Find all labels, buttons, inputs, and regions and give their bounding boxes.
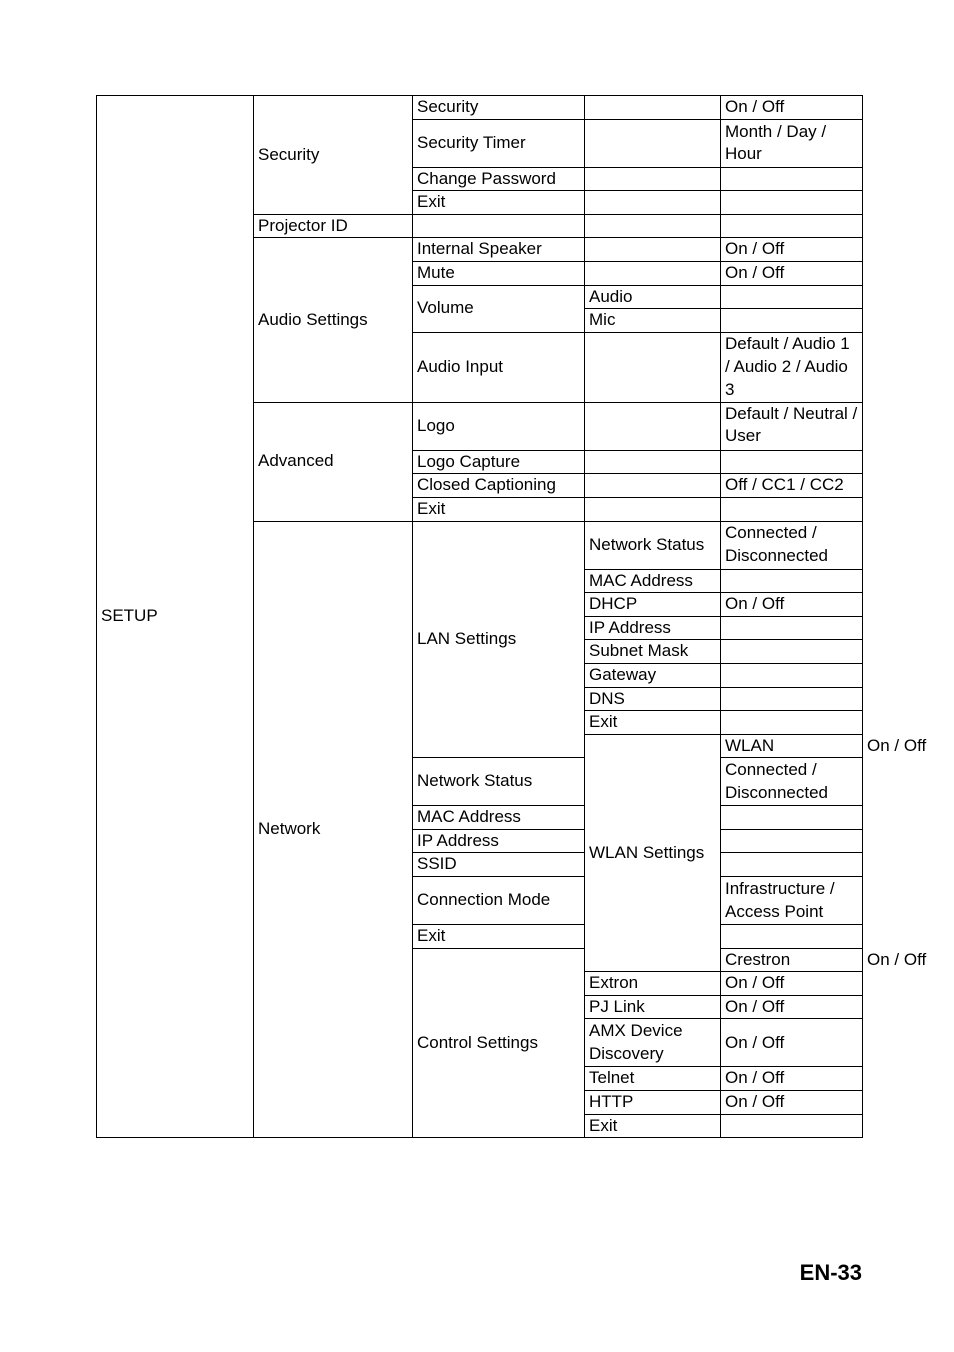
table-cell: Connection Mode [413,877,585,925]
table-cell: Internal Speaker [413,238,585,262]
table-cell: MAC Address [585,569,721,593]
table-cell: Connected / Disconnected [721,521,863,569]
table-cell [721,167,863,191]
table-cell: SETUP [97,96,254,1138]
table-cell: Exit [413,191,585,215]
table-cell [721,450,863,474]
table-cell: Logo Capture [413,450,585,474]
table-cell: HTTP [585,1091,721,1115]
table-cell: Subnet Mask [585,640,721,664]
table-cell [585,214,721,238]
table-cell [585,474,721,498]
table-cell [721,687,863,711]
table-cell: Closed Captioning [413,474,585,498]
table-cell [585,119,721,167]
table-cell: On / Off [721,1019,863,1067]
table-cell: Audio [585,285,721,309]
menu-table-body [97,96,927,1138]
table-cell [585,96,721,120]
table-cell: MAC Address [413,806,585,830]
table-cell: Network [254,521,413,1138]
table-cell: On / Off [721,995,863,1019]
table-cell: DHCP [585,593,721,617]
table-cell: On / Off [721,1091,863,1115]
table-row: Control Settings Crestron On / Off [97,948,863,972]
setup-menu-table [96,95,927,1138]
table-cell [585,261,721,285]
table-cell: Control Settings [413,948,585,1138]
table-cell: Change Password [413,167,585,191]
table-cell: AMX Device Discovery [585,1019,721,1067]
table-cell [721,616,863,640]
table-cell [721,191,863,215]
table-cell: Exit [585,711,721,735]
table-cell: Infrastructure / Access Point [721,877,863,925]
table-cell: Crestron [721,948,863,972]
table-cell: LAN Settings [413,521,585,758]
table-cell [721,925,863,949]
table-cell: Network Status [585,521,721,569]
table-cell: WLAN [721,734,863,758]
table-cell: Mute [413,261,585,285]
table-cell [721,309,863,333]
table-cell [721,806,863,830]
table-cell: Volume [413,285,585,332]
table-cell [585,167,721,191]
table-cell: Month / Day / Hour [721,119,863,167]
table-cell: Exit [413,497,585,521]
table-cell: IP Address [585,616,721,640]
table-cell: WLAN Settings [585,734,721,972]
table-cell: Audio Input [413,332,585,402]
table-cell: Off / CC1 / CC2 [721,474,863,498]
table-cell: Default / Neutral / User [721,402,863,450]
table-cell: Advanced [254,402,413,521]
table-cell: Extron [585,972,721,996]
table-cell [721,569,863,593]
table-cell: Connected / Disconnected [721,758,863,806]
table-cell: Default / Audio 1 / Audio 2 / Audio 3 [721,332,863,402]
table-cell: Security [254,96,413,215]
table-cell: Exit [585,1114,721,1138]
table-cell: DNS [585,687,721,711]
table-cell: Audio Settings [254,238,413,402]
page-number: EN-33 [799,1260,862,1285]
table-cell: SSID [413,853,585,877]
table-cell [721,497,863,521]
table-cell: On / Off [721,972,863,996]
table-cell [721,1114,863,1138]
table-cell [585,402,721,450]
table-cell [721,663,863,687]
table-row: WLAN Settings WLAN On / Off [97,734,863,758]
table-cell: PJ Link [585,995,721,1019]
table-cell: Telnet [585,1067,721,1091]
table-cell: Projector ID [254,214,413,238]
table-cell: On / Off [721,96,863,120]
table-cell [721,853,863,877]
table-cell [585,332,721,402]
table-cell [721,214,863,238]
table-cell [721,711,863,735]
table-cell: Network Status [413,758,585,806]
table-cell [585,238,721,262]
table-cell [721,285,863,309]
table-cell: On / Off [721,261,863,285]
table-cell: Security [413,96,585,120]
table-cell: Gateway [585,663,721,687]
table-cell: Security Timer [413,119,585,167]
table-cell: On / Off [721,593,863,617]
table-cell: Mic [585,309,721,333]
table-cell [585,191,721,215]
table-cell: Exit [413,925,585,949]
table-cell: IP Address [413,829,585,853]
table-cell [585,450,721,474]
table-row [97,96,863,120]
table-cell [721,640,863,664]
table-cell [413,214,585,238]
table-cell [585,497,721,521]
table-cell: Logo [413,402,585,450]
table-cell [721,829,863,853]
table-cell: On / Off [721,238,863,262]
table-cell: On / Off [721,1067,863,1091]
